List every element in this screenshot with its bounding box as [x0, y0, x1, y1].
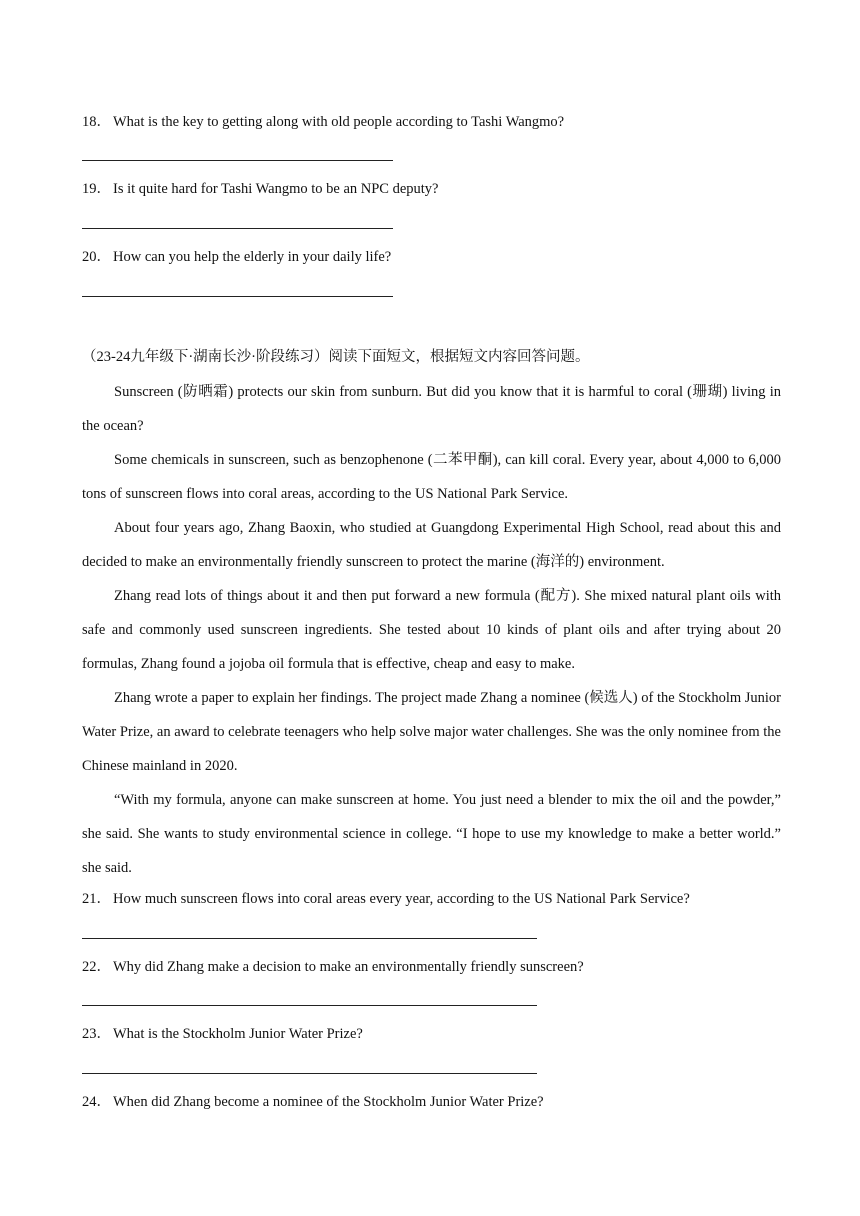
passage-paragraph-2: Some chemicals in sunscreen, such as benzophenone (二苯甲酮), can kill coral. Every year, about 4,000 to 6,000 tons of sunscreen flows into coral areas, according to the US National Park Service.	[82, 452, 781, 502]
answer-line-23[interactable]	[82, 1073, 537, 1074]
question-23	[82, 1024, 363, 1044]
question-24	[82, 1092, 544, 1112]
question-number: 21．	[82, 891, 111, 907]
answer-line-18[interactable]	[82, 160, 393, 161]
question-19	[82, 179, 439, 199]
question-number: 19．	[82, 181, 111, 197]
answer-line-20[interactable]	[82, 296, 393, 297]
passage-paragraph-3: About four years ago, Zhang Baoxin, who studied at Guangdong Experimental High School, read about this and decided to make an environmentally friendly sunscreen to protect the marine (海洋的) environment.	[82, 520, 781, 570]
answer-line-22[interactable]	[82, 1005, 537, 1006]
question-number: 24．	[82, 1094, 111, 1110]
passage-paragraph-5: Zhang wrote a paper to explain her findings. The project made Zhang a nominee (候选人) of the Stockholm Junior Water Prize, an award to celebrate teenagers who help solve major water challenges. She was the only nominee from the Chinese mainland in 2020.	[82, 690, 781, 774]
question-text: What is the Stockholm Junior Water Prize?	[113, 1026, 363, 1042]
question-text: How much sunscreen flows into coral areas every year, according to the US National Park Service?	[113, 891, 690, 907]
question-text: When did Zhang become a nominee of the Stockholm Junior Water Prize?	[113, 1094, 544, 1110]
question-22	[82, 957, 584, 977]
question-text: What is the key to getting along with old people according to Tashi Wangmo?	[113, 114, 565, 130]
question-18	[82, 112, 564, 132]
question-number: 23．	[82, 1026, 111, 1042]
passage-header: （23-24九年级下·湖南长沙·阶段练习）阅读下面短文，根据短文内容回答问题。	[82, 349, 590, 365]
answer-line-21[interactable]	[82, 938, 537, 939]
passage-paragraph-4: Zhang read lots of things about it and then put forward a new formula (配方). She mixed natural plant oils with safe and commonly used sunscreen ingredients. She tested about 10 kinds of plant oils and after trying about 20 formulas, Zhang found a jojoba oil formula that is effective, cheap and easy to make.	[82, 588, 781, 672]
question-text: How can you help the elderly in your daily life?	[113, 249, 392, 265]
passage-paragraph-1: Sunscreen (防晒霜) protects our skin from sunburn. But did you know that it is harmful to coral (珊瑚) living in the ocean?	[82, 384, 781, 434]
answer-line-19[interactable]	[82, 228, 393, 229]
question-text: Why did Zhang make a decision to make an environmentally friendly sunscreen?	[113, 959, 584, 975]
question-number: 22．	[82, 959, 111, 975]
question-number: 20．	[82, 249, 111, 265]
question-20	[82, 247, 391, 267]
passage-paragraph-6: “With my formula, anyone can make sunscreen at home. You just need a blender to mix the oil and the powder,” she said. She wants to study environmental science in college. “I hope to use my knowledge to make a better world.” she said.	[82, 792, 781, 876]
question-21	[82, 889, 690, 909]
question-number: 18．	[82, 114, 111, 130]
reading-passage	[82, 375, 781, 885]
question-text: Is it quite hard for Tashi Wangmo to be an NPC deputy?	[113, 181, 439, 197]
